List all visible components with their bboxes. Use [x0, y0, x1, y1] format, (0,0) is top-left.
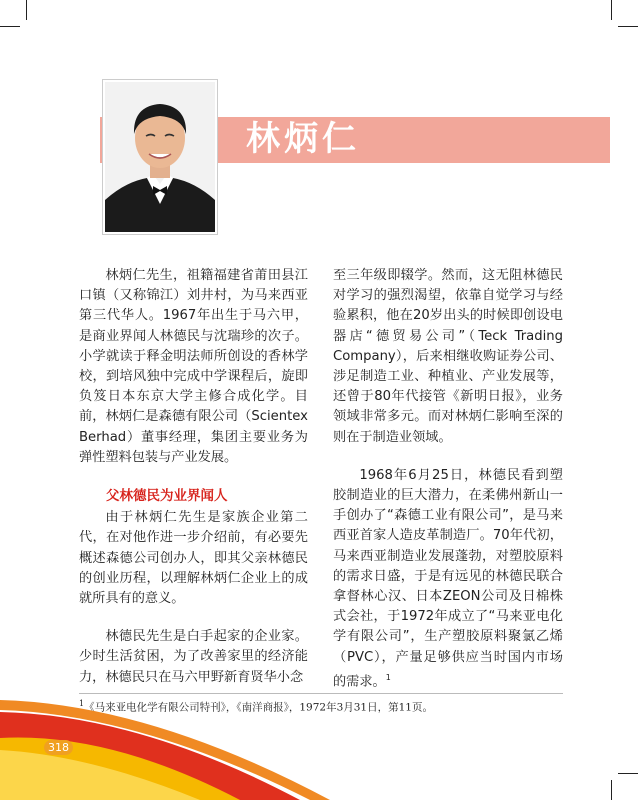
decorative-swoosh [0, 670, 638, 800]
portrait-photo [103, 80, 217, 234]
crop-mark [618, 26, 638, 27]
page-number: 318 [44, 740, 73, 755]
section-subheading: 父林德民为业界闻人 [106, 488, 228, 505]
right-column [333, 266, 563, 710]
left-column [79, 266, 308, 706]
crop-mark [611, 0, 612, 20]
crop-mark [26, 0, 27, 20]
paragraph: 由于林炳仁先生是家族企业第二代，在对他作进一步介绍前，有必要先概述森德公司创办人，即其父亲林德民的创业历程，以理解林炳仁企业上的成就所具有的意义。 [79, 510, 308, 607]
footnote-text: 《马来亚电化学有限公司特刊》，《南洋商报》，1972年3月31日，第11页。 [84, 701, 433, 714]
crop-mark [0, 26, 20, 27]
paragraph: 林德民先生是白手起家的企业家。少时生活贫困，为了改善家里的经济能力，林德民只在马六甲野新育贤华小念 [79, 629, 308, 685]
footnote-ref: 1 [385, 672, 391, 682]
page-title: 林炳仁 [246, 119, 360, 159]
paragraph [333, 466, 563, 693]
paragraph: 林炳仁先生，祖籍福建省莆田县江口镇（又称锦江）刘井村，为马来西亚第三代华人。1967年出生于马六甲，是商业界闻人林德民与沈瑞珍的次子。小学就读于释金明法师所创设的香林学校，到培风独中完成中学课程后，旋即负笈日本东京大学主修合成化学。目前，林炳仁是森德有限公司（Scientex Berhad）董事经理，集团主要业务为弹性塑料包装与产业发展。 [79, 268, 308, 465]
footnote-marker: 1 [79, 699, 85, 708]
paragraph-text: 1968年6月25日，林德民看到塑胶制造业的巨大潜力，在柔佛州新山一手创办了“森德工业有限公司”，是马来西亚首家人造皮革制造厂。70年代初，马来西亚制造业发展蓬勃，对塑胶原料的需求日盛，于是有远见的林德民联合拿督林心汉、日本ZEON公司及日棉株式会社，于1972年成立了“马来亚电化学有限公司”，生产塑胶原料聚氯乙烯（PVC），产量足够供应当时国内市场的需求。 [333, 467, 563, 690]
paragraph: 至三年级即辍学。然而，这无阻林德民对学习的强烈渴望，依靠自觉学习与经验累积，他在20岁出头的时候即创设电器店“德贸易公司”（Teck Trading Company），后来相继收购证券公司、涉足制造工业、种植业、产业发展等，还曾于80年代接管《新明日报》，业务领域非常多元。而对林炳仁影响至深的则在于制造业领域。 [333, 268, 563, 445]
